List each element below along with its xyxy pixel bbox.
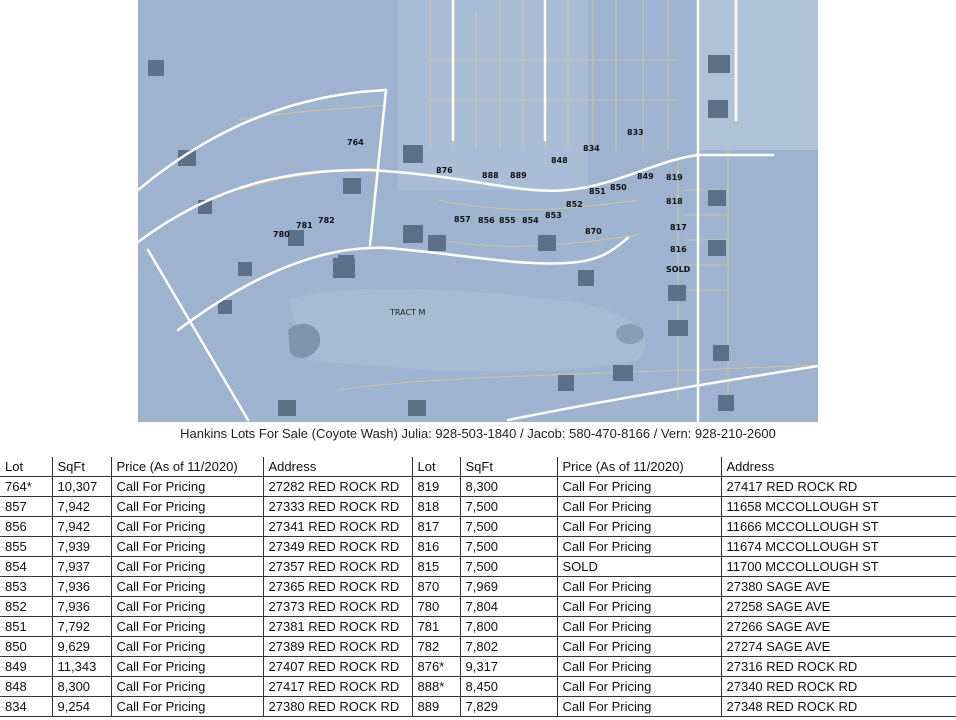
cell-lot: 857 [0,497,52,517]
column-header-address: Address [263,457,412,477]
lot-label: 816 [670,245,687,254]
cell-address: 27341 RED ROCK RD [263,517,412,537]
table-row [0,617,956,637]
cell-lot: 818 [412,497,460,517]
cell-address: 27417 RED ROCK RD [721,477,956,497]
cell-sqft: 8,300 [52,677,111,697]
cell-address: 27282 RED ROCK RD [263,477,412,497]
cell-price: Call For Pricing [557,677,721,697]
lot-label: 850 [610,183,627,192]
cell-sqft: 10,307 [52,477,111,497]
table-row [0,677,956,697]
cell-price: Call For Pricing [557,497,721,517]
cell-price: Call For Pricing [557,537,721,557]
lot-label: 781 [296,221,313,230]
column-header-sqft: SqFt [52,457,111,477]
table-row [0,557,956,577]
cell-address: 27274 SAGE AVE [721,637,956,657]
lot-label: 854 [522,216,539,225]
cell-price: Call For Pricing [111,617,263,637]
table-row [0,497,956,517]
cell-price: Call For Pricing [111,477,263,497]
table-row [0,477,956,497]
cell-price: Call For Pricing [557,597,721,617]
cell-address: 11674 MCCOLLOUGH ST [721,537,956,557]
lot-label: 857 [454,215,471,224]
cell-lot: 817 [412,517,460,537]
cell-sqft: 7,936 [52,597,111,617]
cell-lot: 852 [0,597,52,617]
cell-lot: 782 [412,637,460,657]
cell-address: 27266 SAGE AVE [721,617,956,637]
table-row [0,577,956,597]
cell-sqft: 7,969 [460,577,557,597]
lot-label: 853 [545,211,562,220]
cell-lot: 781 [412,617,460,637]
cell-address: 27389 RED ROCK RD [263,637,412,657]
cell-address: 27365 RED ROCK RD [263,577,412,597]
cell-lot: 856 [0,517,52,537]
column-header-lot: Lot [0,457,52,477]
cell-lot: 815 [412,557,460,577]
lot-label: 852 [566,200,583,209]
cell-sqft: 7,939 [52,537,111,557]
lot-label: 889 [510,171,527,180]
cell-price: Call For Pricing [111,677,263,697]
cell-lot: 888* [412,677,460,697]
lot-label: 819 [666,173,683,182]
cell-lot: 834 [0,697,52,717]
cell-address: 11666 MCCOLLOUGH ST [721,517,956,537]
lot-label: 851 [589,187,606,196]
lot-label: 849 [637,172,654,181]
lot-label: 782 [318,216,335,225]
lot-label: 856 [478,216,495,225]
cell-sqft: 7,500 [460,557,557,577]
cell-sqft: 7,802 [460,637,557,657]
cell-price: Call For Pricing [111,497,263,517]
cell-sqft: 9,317 [460,657,557,677]
cell-price: Call For Pricing [557,617,721,637]
cell-lot: 816 [412,537,460,557]
lot-label: 834 [583,144,600,153]
cell-address: 27407 RED ROCK RD [263,657,412,677]
map-drawing [138,0,818,422]
lot-label: 855 [499,216,516,225]
cell-price: Call For Pricing [111,597,263,617]
lot-label: 764 [347,138,364,147]
cell-address: 27417 RED ROCK RD [263,677,412,697]
cell-address: 27348 RED ROCK RD [721,697,956,717]
cell-address: 27316 RED ROCK RD [721,657,956,677]
cell-price: Call For Pricing [557,477,721,497]
lot-label: 848 [551,156,568,165]
lot-label: 833 [627,128,644,137]
table-row [0,637,956,657]
cell-address: 27380 RED ROCK RD [263,697,412,717]
cell-price: Call For Pricing [557,577,721,597]
cell-sqft: 11,343 [52,657,111,677]
cell-sqft: 7,500 [460,517,557,537]
table-row [0,697,956,717]
lot-label: 888 [482,171,499,180]
cell-sqft: 7,942 [52,497,111,517]
cell-lot: 876* [412,657,460,677]
cell-sqft: 7,792 [52,617,111,637]
table-row [0,597,956,617]
table-header-row [0,457,956,477]
cell-lot: 849 [0,657,52,677]
cell-address: 27340 RED ROCK RD [721,677,956,697]
listing-caption: Hankins Lots For Sale (Coyote Wash) Julia: 928-503-1840 / Jacob: 580-470-8166 / Vern: 928-210-2600 [180,426,776,441]
lot-label: 780 [273,230,290,239]
lot-label: 817 [670,223,687,232]
cell-lot: 850 [0,637,52,657]
cell-sqft: 7,500 [460,497,557,517]
cell-price: Call For Pricing [557,657,721,677]
cell-lot: 764* [0,477,52,497]
cell-price: Call For Pricing [111,697,263,717]
tract-label: TRACT M [390,308,426,317]
column-header-price: Price (As of 11/2020) [557,457,721,477]
cell-address: 27373 RED ROCK RD [263,597,412,617]
cell-price: Call For Pricing [111,557,263,577]
cell-sqft: 7,800 [460,617,557,637]
lot-label: SOLD [666,265,691,274]
cell-sqft: 8,300 [460,477,557,497]
lot-label: 870 [585,227,602,236]
cell-price: Call For Pricing [557,637,721,657]
cell-sqft: 7,937 [52,557,111,577]
cell-price: Call For Pricing [111,657,263,677]
cell-lot: 780 [412,597,460,617]
cell-sqft: 7,829 [460,697,557,717]
column-header-price: Price (As of 11/2020) [111,457,263,477]
cell-sqft: 7,936 [52,577,111,597]
cell-lot: 851 [0,617,52,637]
cell-lot: 853 [0,577,52,597]
lot-label: 818 [666,197,683,206]
cell-price: Call For Pricing [557,697,721,717]
cell-lot: 855 [0,537,52,557]
cell-address: 27349 RED ROCK RD [263,537,412,557]
cell-sqft: 9,629 [52,637,111,657]
column-header-address: Address [721,457,956,477]
table-row [0,657,956,677]
subdivision-map [138,0,818,422]
cell-price: Call For Pricing [557,517,721,537]
cell-sqft: 8,450 [460,677,557,697]
cell-address: 27381 RED ROCK RD [263,617,412,637]
cell-sqft: 7,804 [460,597,557,617]
cell-lot: 819 [412,477,460,497]
cell-address: 11700 MCCOLLOUGH ST [721,557,956,577]
column-header-lot: Lot [412,457,460,477]
cell-lot: 889 [412,697,460,717]
cell-price: Call For Pricing [111,577,263,597]
cell-sqft: 7,942 [52,517,111,537]
cell-address: 27357 RED ROCK RD [263,557,412,577]
lot-label: 876 [436,166,453,175]
cell-address: 11658 MCCOLLOUGH ST [721,497,956,517]
cell-price: SOLD [557,557,721,577]
cell-price: Call For Pricing [111,517,263,537]
cell-lot: 848 [0,677,52,697]
cell-lot: 854 [0,557,52,577]
table-row [0,517,956,537]
cell-price: Call For Pricing [111,537,263,557]
cell-lot: 870 [412,577,460,597]
column-header-sqft: SqFt [460,457,557,477]
table-row [0,537,956,557]
cell-address: 27380 SAGE AVE [721,577,956,597]
cell-address: 27333 RED ROCK RD [263,497,412,517]
lots-table-body [0,477,956,717]
cell-sqft: 9,254 [52,697,111,717]
cell-price: Call For Pricing [111,637,263,657]
lots-table [0,457,956,717]
cell-address: 27258 SAGE AVE [721,597,956,617]
cell-sqft: 7,500 [460,537,557,557]
